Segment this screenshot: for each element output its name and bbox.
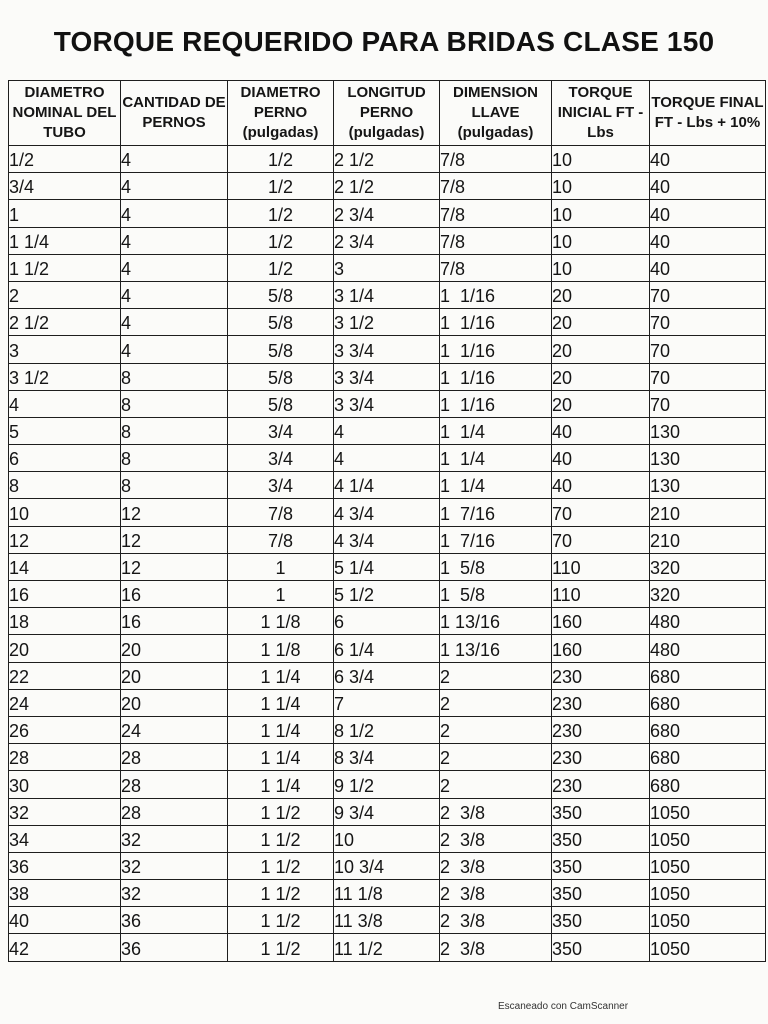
cell-torque-inicial: 350 [552,907,650,934]
cell-diametro-nominal: 40 [9,907,121,934]
cell-torque-final: 40 [650,254,766,281]
cell-dimension-llave: 1 1/16 [440,281,552,308]
cell-longitud-perno: 10 [334,825,440,852]
cell-cantidad-pernos: 24 [121,716,228,743]
cell-dimension-llave: 2 [440,744,552,771]
table-row [9,635,766,662]
cell-longitud-perno: 3 3/4 [334,390,440,417]
cell-longitud-perno: 2 3/4 [334,200,440,227]
cell-longitud-perno: 3 [334,254,440,281]
table-row [9,744,766,771]
table-row [9,390,766,417]
cell-longitud-perno: 8 3/4 [334,744,440,771]
cell-torque-final: 1050 [650,798,766,825]
cell-torque-inicial: 160 [552,635,650,662]
cell-torque-final: 680 [650,744,766,771]
cell-dimension-llave: 1 7/16 [440,526,552,553]
cell-longitud-perno: 3 1/2 [334,309,440,336]
cell-torque-inicial: 70 [552,526,650,553]
table-row [9,445,766,472]
cell-longitud-perno: 10 3/4 [334,852,440,879]
cell-torque-inicial: 20 [552,336,650,363]
cell-torque-final: 210 [650,526,766,553]
cell-dimension-llave: 7/8 [440,227,552,254]
cell-diametro-nominal: 42 [9,934,121,961]
table-row [9,553,766,580]
table-row [9,689,766,716]
cell-diametro-nominal: 20 [9,635,121,662]
cell-diametro-nominal: 2 [9,281,121,308]
cell-dimension-llave: 7/8 [440,173,552,200]
cell-torque-final: 210 [650,499,766,526]
cell-cantidad-pernos: 4 [121,173,228,200]
table-row [9,771,766,798]
cell-torque-inicial: 10 [552,200,650,227]
table-row [9,825,766,852]
cell-diametro-perno: 1 1/2 [228,880,334,907]
cell-diametro-nominal: 6 [9,445,121,472]
table-row [9,798,766,825]
cell-longitud-perno: 2 3/4 [334,227,440,254]
cell-cantidad-pernos: 4 [121,336,228,363]
cell-torque-inicial: 20 [552,309,650,336]
cell-cantidad-pernos: 28 [121,798,228,825]
table-row [9,254,766,281]
cell-torque-final: 70 [650,281,766,308]
cell-cantidad-pernos: 8 [121,363,228,390]
cell-diametro-perno: 1 1/4 [228,689,334,716]
cell-dimension-llave: 1 13/16 [440,635,552,662]
cell-longitud-perno: 9 1/2 [334,771,440,798]
cell-torque-final: 40 [650,173,766,200]
cell-torque-inicial: 20 [552,390,650,417]
cell-torque-inicial: 350 [552,934,650,961]
cell-cantidad-pernos: 4 [121,146,228,173]
cell-diametro-nominal: 12 [9,526,121,553]
cell-torque-inicial: 230 [552,689,650,716]
header-cantidad-pernos: CANTIDAD DE PERNOS [121,81,228,146]
cell-diametro-nominal: 24 [9,689,121,716]
cell-longitud-perno: 11 1/8 [334,880,440,907]
cell-dimension-llave: 1 5/8 [440,581,552,608]
cell-longitud-perno: 5 1/4 [334,553,440,580]
cell-torque-final: 70 [650,309,766,336]
cell-diametro-perno: 1 1/8 [228,635,334,662]
table-row [9,309,766,336]
cell-diametro-perno: 3/4 [228,417,334,444]
cell-torque-inicial: 40 [552,417,650,444]
cell-diametro-nominal: 1 1/2 [9,254,121,281]
cell-longitud-perno: 9 3/4 [334,798,440,825]
cell-longitud-perno: 4 3/4 [334,499,440,526]
cell-dimension-llave: 2 [440,662,552,689]
cell-torque-inicial: 350 [552,852,650,879]
cell-cantidad-pernos: 12 [121,499,228,526]
cell-cantidad-pernos: 4 [121,254,228,281]
cell-diametro-perno: 5/8 [228,390,334,417]
cell-torque-final: 1050 [650,934,766,961]
cell-diametro-nominal: 3 1/2 [9,363,121,390]
cell-cantidad-pernos: 4 [121,281,228,308]
cell-torque-inicial: 10 [552,173,650,200]
cell-longitud-perno: 4 3/4 [334,526,440,553]
cell-dimension-llave: 2 [440,689,552,716]
cell-dimension-llave: 1 1/16 [440,390,552,417]
cell-longitud-perno: 4 [334,445,440,472]
table-row [9,363,766,390]
cell-longitud-perno: 2 1/2 [334,146,440,173]
cell-dimension-llave: 2 3/8 [440,880,552,907]
cell-cantidad-pernos: 4 [121,309,228,336]
cell-dimension-llave: 1 1/4 [440,445,552,472]
cell-cantidad-pernos: 12 [121,553,228,580]
table-row [9,662,766,689]
cell-dimension-llave: 2 3/8 [440,852,552,879]
cell-dimension-llave: 2 3/8 [440,907,552,934]
cell-cantidad-pernos: 36 [121,934,228,961]
cell-torque-inicial: 110 [552,581,650,608]
cell-torque-inicial: 10 [552,227,650,254]
table-row [9,934,766,961]
cell-longitud-perno: 4 1/4 [334,472,440,499]
cell-diametro-perno: 1 [228,553,334,580]
cell-torque-inicial: 350 [552,825,650,852]
header-torque-inicial: TORQUE INICIAL FT - Lbs [552,81,650,146]
cell-diametro-perno: 1/2 [228,254,334,281]
cell-torque-inicial: 20 [552,363,650,390]
cell-dimension-llave: 1 1/16 [440,336,552,363]
cell-diametro-nominal: 16 [9,581,121,608]
table-row [9,907,766,934]
cell-cantidad-pernos: 12 [121,526,228,553]
cell-dimension-llave: 2 3/8 [440,798,552,825]
cell-dimension-llave: 1 1/4 [440,417,552,444]
cell-cantidad-pernos: 16 [121,581,228,608]
cell-torque-final: 70 [650,336,766,363]
cell-diametro-nominal: 26 [9,716,121,743]
header-diametro-perno: DIAMETRO PERNO (pulgadas) [228,81,334,146]
cell-torque-final: 130 [650,417,766,444]
cell-dimension-llave: 1 7/16 [440,499,552,526]
cell-cantidad-pernos: 32 [121,825,228,852]
cell-diametro-nominal: 3 [9,336,121,363]
cell-dimension-llave: 1 5/8 [440,553,552,580]
cell-dimension-llave: 2 3/8 [440,825,552,852]
cell-diametro-perno: 1/2 [228,146,334,173]
cell-cantidad-pernos: 4 [121,227,228,254]
cell-diametro-perno: 1 1/2 [228,852,334,879]
table-row [9,716,766,743]
cell-cantidad-pernos: 28 [121,744,228,771]
cell-torque-final: 680 [650,716,766,743]
torque-table [8,80,766,962]
cell-diametro-perno: 1/2 [228,227,334,254]
header-diametro-nominal: DIAMETRO NOMINAL DEL TUBO [9,81,121,146]
table-row [9,852,766,879]
cell-diametro-nominal: 1 [9,200,121,227]
cell-dimension-llave: 1 1/16 [440,309,552,336]
cell-dimension-llave: 1 1/4 [440,472,552,499]
table-row [9,581,766,608]
cell-cantidad-pernos: 32 [121,852,228,879]
cell-longitud-perno: 3 1/4 [334,281,440,308]
cell-torque-final: 320 [650,553,766,580]
cell-diametro-perno: 7/8 [228,526,334,553]
cell-longitud-perno: 6 [334,608,440,635]
cell-diametro-nominal: 1/2 [9,146,121,173]
cell-cantidad-pernos: 8 [121,390,228,417]
cell-diametro-perno: 5/8 [228,363,334,390]
cell-diametro-perno: 1/2 [228,200,334,227]
cell-longitud-perno: 4 [334,417,440,444]
page-title: TORQUE REQUERIDO PARA BRIDAS CLASE 150 [53,26,715,57]
cell-diametro-nominal: 2 1/2 [9,309,121,336]
cell-diametro-nominal: 22 [9,662,121,689]
table-row [9,608,766,635]
cell-cantidad-pernos: 32 [121,880,228,907]
cell-diametro-nominal: 36 [9,852,121,879]
cell-diametro-nominal: 10 [9,499,121,526]
cell-dimension-llave: 1 13/16 [440,608,552,635]
cell-longitud-perno: 11 1/2 [334,934,440,961]
cell-cantidad-pernos: 28 [121,771,228,798]
header-longitud-perno: LONGITUD PERNO (pulgadas) [334,81,440,146]
cell-diametro-perno: 7/8 [228,499,334,526]
cell-dimension-llave: 2 [440,771,552,798]
cell-torque-final: 130 [650,472,766,499]
table-row [9,173,766,200]
cell-diametro-nominal: 18 [9,608,121,635]
cell-torque-final: 680 [650,689,766,716]
cell-torque-final: 680 [650,771,766,798]
table-row [9,227,766,254]
table-row [9,472,766,499]
table-row [9,499,766,526]
cell-longitud-perno: 3 3/4 [334,363,440,390]
cell-torque-inicial: 350 [552,798,650,825]
cell-diametro-nominal: 34 [9,825,121,852]
cell-diametro-nominal: 1 1/4 [9,227,121,254]
cell-longitud-perno: 3 3/4 [334,336,440,363]
cell-torque-final: 1050 [650,852,766,879]
table-row [9,146,766,173]
cell-torque-inicial: 230 [552,662,650,689]
cell-diametro-nominal: 30 [9,771,121,798]
cell-torque-final: 40 [650,146,766,173]
cell-diametro-perno: 1 1/2 [228,798,334,825]
cell-torque-final: 1050 [650,907,766,934]
cell-torque-final: 70 [650,363,766,390]
header-row [9,81,766,146]
cell-cantidad-pernos: 20 [121,689,228,716]
cell-diametro-perno: 3/4 [228,445,334,472]
cell-dimension-llave: 7/8 [440,146,552,173]
cell-torque-inicial: 70 [552,499,650,526]
cell-longitud-perno: 6 3/4 [334,662,440,689]
cell-torque-final: 480 [650,608,766,635]
cell-torque-inicial: 110 [552,553,650,580]
cell-longitud-perno: 5 1/2 [334,581,440,608]
table-row [9,880,766,907]
cell-diametro-nominal: 28 [9,744,121,771]
cell-diametro-nominal: 8 [9,472,121,499]
cell-diametro-nominal: 14 [9,553,121,580]
cell-torque-inicial: 160 [552,608,650,635]
cell-diametro-nominal: 3/4 [9,173,121,200]
cell-dimension-llave: 2 [440,716,552,743]
cell-torque-inicial: 40 [552,445,650,472]
cell-cantidad-pernos: 36 [121,907,228,934]
table-row [9,336,766,363]
cell-torque-final: 1050 [650,825,766,852]
cell-diametro-perno: 3/4 [228,472,334,499]
cell-longitud-perno: 6 1/4 [334,635,440,662]
cell-torque-inicial: 10 [552,254,650,281]
header-torque-final: TORQUE FINAL FT - Lbs + 10% [650,81,766,146]
table-body [9,146,766,962]
cell-diametro-perno: 5/8 [228,336,334,363]
cell-torque-final: 40 [650,200,766,227]
cell-diametro-nominal: 32 [9,798,121,825]
cell-torque-inicial: 230 [552,744,650,771]
cell-diametro-perno: 1 1/2 [228,934,334,961]
cell-diametro-perno: 5/8 [228,281,334,308]
cell-cantidad-pernos: 4 [121,200,228,227]
cell-diametro-perno: 1 1/4 [228,771,334,798]
table-row [9,526,766,553]
cell-longitud-perno: 8 1/2 [334,716,440,743]
cell-torque-final: 70 [650,390,766,417]
cell-torque-inicial: 350 [552,880,650,907]
cell-diametro-perno: 1/2 [228,173,334,200]
cell-cantidad-pernos: 8 [121,417,228,444]
table-row [9,417,766,444]
cell-torque-final: 680 [650,662,766,689]
cell-cantidad-pernos: 8 [121,445,228,472]
cell-longitud-perno: 11 3/8 [334,907,440,934]
cell-dimension-llave: 1 1/16 [440,363,552,390]
cell-torque-inicial: 230 [552,771,650,798]
cell-torque-inicial: 230 [552,716,650,743]
cell-diametro-perno: 1 [228,581,334,608]
cell-diametro-nominal: 4 [9,390,121,417]
table-row [9,200,766,227]
cell-torque-final: 130 [650,445,766,472]
scanner-watermark: Escaneado con CamScanner [498,1001,629,1012]
cell-torque-final: 40 [650,227,766,254]
cell-longitud-perno: 7 [334,689,440,716]
cell-torque-inicial: 10 [552,146,650,173]
cell-diametro-nominal: 5 [9,417,121,444]
cell-cantidad-pernos: 16 [121,608,228,635]
cell-dimension-llave: 7/8 [440,200,552,227]
cell-torque-final: 320 [650,581,766,608]
table-row [9,281,766,308]
cell-dimension-llave: 2 3/8 [440,934,552,961]
cell-cantidad-pernos: 20 [121,635,228,662]
cell-torque-inicial: 40 [552,472,650,499]
cell-diametro-perno: 1 1/2 [228,907,334,934]
cell-diametro-perno: 1 1/4 [228,716,334,743]
cell-cantidad-pernos: 8 [121,472,228,499]
cell-diametro-perno: 1 1/4 [228,662,334,689]
cell-torque-final: 480 [650,635,766,662]
cell-diametro-perno: 5/8 [228,309,334,336]
cell-diametro-perno: 1 1/8 [228,608,334,635]
cell-torque-inicial: 20 [552,281,650,308]
cell-diametro-perno: 1 1/4 [228,744,334,771]
cell-cantidad-pernos: 20 [121,662,228,689]
cell-diametro-perno: 1 1/2 [228,825,334,852]
cell-diametro-nominal: 38 [9,880,121,907]
cell-dimension-llave: 7/8 [440,254,552,281]
cell-torque-final: 1050 [650,880,766,907]
cell-longitud-perno: 2 1/2 [334,173,440,200]
header-dimension-llave: DIMENSION LLAVE (pulgadas) [440,81,552,146]
